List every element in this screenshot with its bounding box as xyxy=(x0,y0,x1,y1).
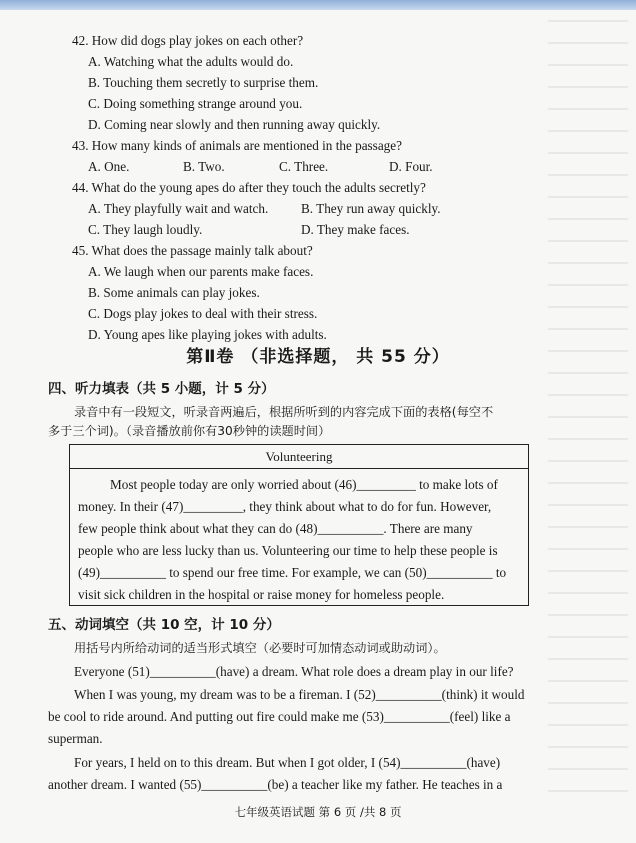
question-44: 44. What do the young apes do after they touch the adults secretly? xyxy=(72,180,426,195)
table-title: Volunteering xyxy=(70,445,528,469)
option: B. Touching them secretly to surprise them. xyxy=(88,75,319,90)
question-43: 43. How many kinds of animals are mentioned in the passage? xyxy=(72,138,402,153)
table-line: money. In their (47)_________, they think about what to do for fun. However, xyxy=(78,499,492,514)
section5-title: 五、动词填空（共 10 空，计 10 分） xyxy=(48,617,280,633)
option: B. Some animals can play jokes. xyxy=(88,285,260,300)
option: D. They make faces. xyxy=(301,222,410,237)
table-line: visit sick children in the hospital or raise money for homeless people. xyxy=(78,587,445,602)
option: A. They playfully wait and watch. xyxy=(88,201,269,216)
passage-line: another dream. I wanted (55)__________(be) a teacher like my father. He teaches in a xyxy=(48,777,503,792)
passage-line: Everyone (51)__________(have) a dream. What role does a dream play in our life? xyxy=(74,664,514,679)
option: D. Young apes like playing jokes with adults. xyxy=(88,327,327,342)
section4-instruction: 录音中有一段短文，听录音两遍后，根据所听到的内容完成下面的表格(每空不 xyxy=(74,405,494,419)
table-line: people who are less lucky than us. Volunteering our time to help these people is xyxy=(78,543,498,558)
exam-page xyxy=(0,10,636,843)
table-line: few people think about what they can do (48)__________. There are many xyxy=(78,521,473,536)
page-footer: 七年级英语试题 第 6 页 /共 8 页 xyxy=(234,805,402,819)
option: A. Watching what the adults would do. xyxy=(88,54,294,69)
section4-title: 四、听力填表（共 5 小题，计 5 分） xyxy=(48,381,275,397)
section4-instruction: 多于三个词)。（录音播放前你有30秒钟的读题时间） xyxy=(48,424,331,438)
passage-line: be cool to ride around. And putting out fire could make me (53)__________(feel) like a xyxy=(48,709,511,724)
passage-line: When I was young, my dream was to be a fireman. I (52)__________(think) it would xyxy=(74,687,525,702)
scan-top-edge xyxy=(0,0,636,10)
option: C. They laugh loudly. xyxy=(88,222,203,237)
option: D. Coming near slowly and then running away quickly. xyxy=(88,117,381,132)
question-45: 45. What does the passage mainly talk about? xyxy=(72,243,313,258)
part2-title: 第Ⅱ卷 （非选择题， 共 55 分） xyxy=(186,347,450,367)
option: B. Two. xyxy=(183,159,225,174)
option: B. They run away quickly. xyxy=(301,201,441,216)
table-line: Most people today are only worried about (46)_________ to make lots of xyxy=(110,477,498,492)
option: C. Doing something strange around you. xyxy=(88,96,303,111)
passage-line: superman. xyxy=(48,731,103,746)
listening-table xyxy=(69,444,529,606)
section5-instruction: 用括号内所给动词的适当形式填空（必要时可加情态动词或助动词）。 xyxy=(74,641,446,655)
option: C. Three. xyxy=(279,159,329,174)
passage-line: For years, I held on to this dream. But when I got older, I (54)__________(have) xyxy=(74,755,501,770)
question-42: 42. How did dogs play jokes on each other? xyxy=(72,33,304,48)
option: A. One. xyxy=(88,159,130,174)
option: A. We laugh when our parents make faces. xyxy=(88,264,314,279)
option: D. Four. xyxy=(389,159,433,174)
option: C. Dogs play jokes to deal with their stress. xyxy=(88,306,318,321)
table-line: (49)__________ to spend our free time. For example, we can (50)__________ to xyxy=(78,565,507,580)
